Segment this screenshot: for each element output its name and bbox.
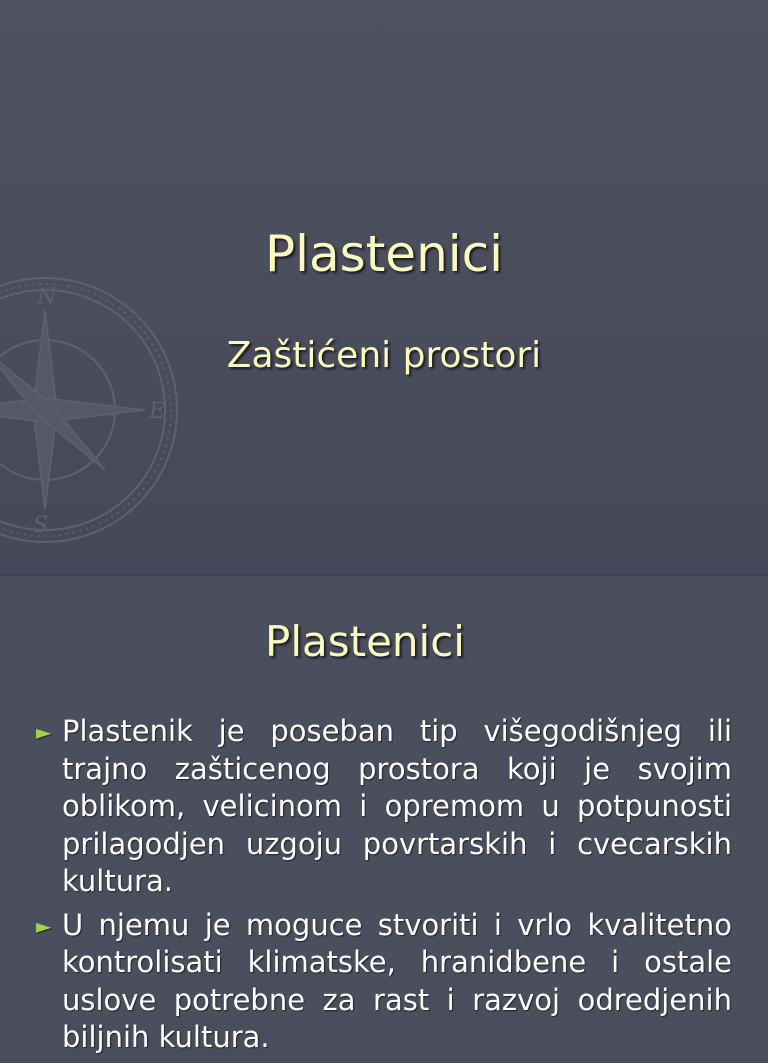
bullet-arrow-icon: ► (36, 913, 52, 938)
slide-title: Plastenici (265, 617, 465, 666)
bullet-arrow-icon: ► (36, 720, 52, 744)
compass-letter-n: N (37, 285, 57, 310)
bullet-text: Plastenik je poseban tip višegodišnjeg ili trajno zašticenog prostora koji je svojim oblikom, velicinom i opremom u potpunosti prilagodjen uzgoju povrtarskih i cvecarskih kultura. (62, 714, 732, 898)
compass-letter-e: E (149, 399, 166, 424)
list-item (36, 713, 732, 901)
slide-title: Plastenici (264, 225, 504, 283)
compass-letter-s: S (33, 513, 49, 538)
slide-subtitle: Zaštićeni prostori (226, 335, 542, 376)
bullet-text: U njemu je moguce stvoriti i vrlo kvalitetno kontrolisati klimatske, hranidbene i ostale uslove potrebne za rast i razvoj odredjenih biljnih kultura. (62, 907, 732, 1054)
compass-rose-icon (0, 270, 185, 550)
list-item (36, 907, 732, 1057)
bullet-list (36, 713, 732, 1063)
content-slide (0, 576, 768, 1054)
